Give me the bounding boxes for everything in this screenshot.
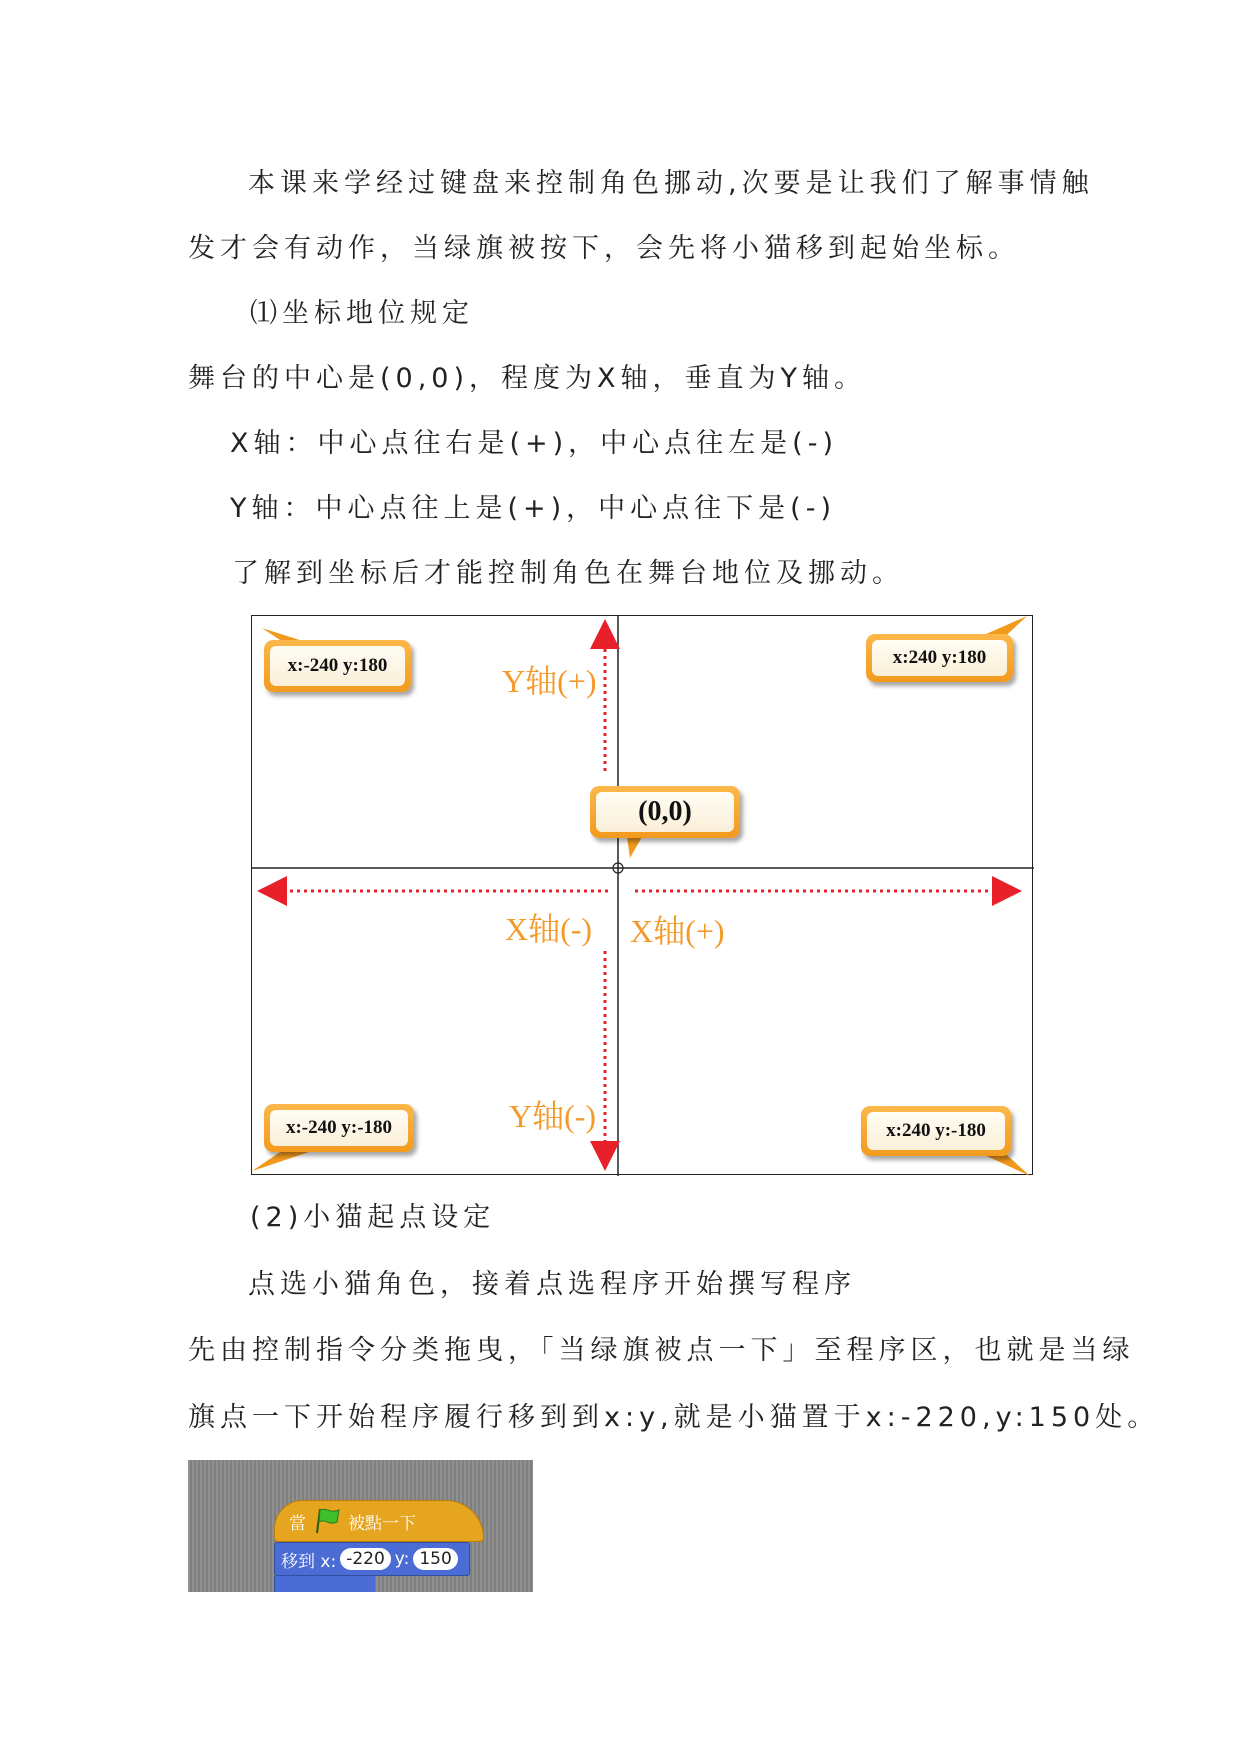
hat-prefix: 當 [289, 1513, 306, 1534]
paragraph-6: 了解到坐标后才能控制角色在舞台地位及挪动。 [232, 558, 904, 589]
tag-bottom-right [861, 1106, 1011, 1156]
x-plus-label: X轴(+) [630, 913, 725, 949]
section-heading-2: (2)小猫起点设定 [250, 1202, 496, 1233]
green-flag-icon [312, 1507, 342, 1535]
paragraph-8: 先由控制指令分类拖曳，「当绿旗被点一下」至程序区，也就是当绿 [188, 1335, 1135, 1366]
next-block-stub [274, 1576, 375, 1592]
paragraph-1: 本课来学经过键盘来控制角色挪动,次要是让我们了解事情触 [248, 168, 1094, 199]
tag-top-right-text: x:240 y:180 [872, 640, 1007, 676]
paragraph-4: X轴：中心点往右是(+)，中心点往左是(-) [230, 428, 838, 459]
scratch-script-screenshot [188, 1460, 533, 1592]
axes-graphic [252, 616, 1034, 1176]
when-flag-clicked-block [274, 1500, 484, 1542]
tag-bottom-left-text: x:-240 y:-180 [270, 1110, 408, 1146]
x-minus-label: X轴(-) [505, 911, 593, 947]
paragraph-3: 舞台的中心是(0,0)，程度为X轴，垂直为Y轴。 [188, 363, 866, 394]
tag-bottom-right-text: x:240 y:-180 [867, 1112, 1005, 1150]
paragraph-7: 点选小猫角色，接着点选程序开始撰写程序 [248, 1269, 856, 1300]
tag-top-left-text: x:-240 y:180 [270, 646, 405, 686]
paragraph-2: 发才会有动作，当绿旗被按下，会先将小猫移到起始坐标。 [188, 233, 1020, 264]
move-label: 移到 x: [281, 1551, 337, 1572]
y-minus-label: Y轴(-) [509, 1098, 597, 1134]
coordinate-stage-diagram [251, 615, 1033, 1175]
y-plus-label: Y轴(+) [502, 663, 597, 699]
x-value-input: -220 [340, 1548, 391, 1570]
tag-top-left [264, 640, 411, 692]
hat-suffix: 被點一下 [348, 1513, 416, 1534]
tag-top-right [866, 634, 1013, 682]
section-heading-1: ⑴坐标地位规定 [250, 298, 474, 329]
tag-origin [590, 786, 740, 838]
go-to-xy-block [274, 1542, 470, 1576]
paragraph-9: 旗点一下开始程序履行移到到x:y,就是小猫置于x:-220,y:150处。 [188, 1402, 1160, 1433]
y-label: y: [394, 1549, 410, 1569]
paragraph-5: Y轴：中心点往上是(+)，中心点往下是(-) [230, 493, 836, 524]
tag-origin-text: (0,0) [596, 792, 734, 832]
tag-bottom-left [264, 1104, 414, 1152]
y-value-input: 150 [413, 1548, 457, 1570]
